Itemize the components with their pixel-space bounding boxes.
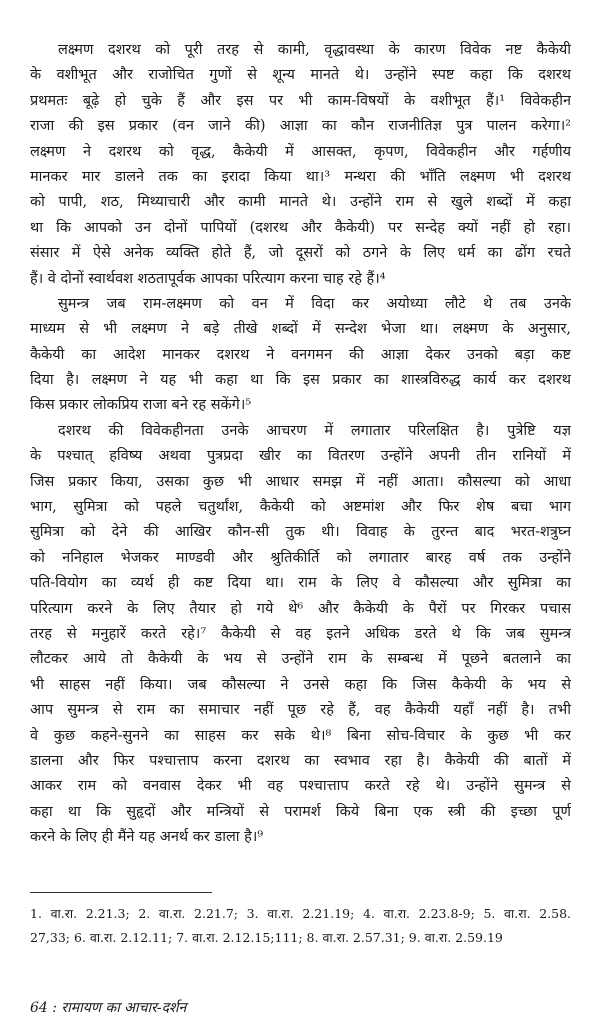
paragraph-line: माध्यम से भी लक्ष्मण ने बड़े तीखे शब्दों में सन्देश भेजा था। लक्ष्मण के अनुसार,	[30, 321, 571, 338]
paragraph-line: सुमित्रा को देने की आखिर कौन-सी तुक थी। विवाह के तुरन्त बाद भरत-शत्रुघ्न	[30, 524, 571, 541]
footnote-divider	[30, 892, 212, 893]
paragraph-line: हैं। वे दोनों स्वार्थवश शठतापूर्वक आपका परित्याग करना चाह रहे हैं।⁴	[30, 270, 386, 287]
paragraph-line: के पश्चात् हविष्य अथवा पुत्रप्रदा खीर का वितरण उन्होंने अपनी तीन रानियों में	[30, 448, 571, 465]
paragraph-line: लक्ष्मण दशरथ को पूरी तरह से कामी, वृद्धावस्था के कारण विवेक नष्ट कैकेयी	[58, 42, 571, 58]
paragraph-line: डालना और फिर पश्चात्ताप करना दशरथ का स्वभाव रहा है। कैकेयी की बातों में	[30, 752, 571, 769]
paragraph-line: करने के लिए ही मैंने यह अनर्थ कर डाला है।⁹	[30, 829, 264, 846]
paragraph-line: जिस प्रकार किया, उसका कुछ भी आधार समझ में नहीं आता। कौसल्या को आधा	[30, 473, 571, 490]
paragraph-line: राजा की इस प्रकार (वन जाने की) आज्ञा का कौन राजनीतिज्ञ पुत्र पालन करेगा।²	[30, 118, 571, 135]
paragraph-line: लक्ष्मण ने दशरथ को वृद्ध, कैकेयी में आसक्त, कृपण, विवेकहीन और गर्हणीय	[30, 143, 571, 160]
paragraph-line: भी साहस नहीं किया। जब कौसल्या ने उनसे कहा कि जिस कैकेयी के भय से	[30, 676, 571, 693]
paragraph-line: संसार में ऐसे अनेक व्यक्ति होते हैं, जो दूसरों को ठगने के लिए धर्म का ढोंग रचते	[30, 245, 571, 262]
footnotes	[30, 902, 571, 950]
page-footer: 64 : रामायण का आचार-दर्शन	[30, 1000, 187, 1016]
paragraph-line: परित्याग करने के लिए तैयार हो गये थे⁶ और कैकेयी के पैरों पर गिरकर पचास	[30, 600, 571, 617]
footnote-line: 1. वा.रा. 2.21.3; 2. वा.रा. 2.21.7; 3. वा.रा. 2.21.19; 4. वा.रा. 2.23.8-9; 5. वा.रा. 2.58.	[30, 906, 571, 921]
paragraph-line: कैकेयी का आदेश मानकर दशरथ ने वनगमन की आज्ञा देकर उनको बड़ा कष्ट	[30, 346, 571, 363]
footnote-line: 27,33; 6. वा.रा. 2.12.11; 7. वा.रा. 2.12.15;111; 8. वा.रा. 2.57.31; 9. वा.रा. 2.59.19	[30, 930, 503, 945]
paragraph-line: के वशीभूत और राजोचित गुणों से शून्य मानते थे। उन्होंने स्पष्ट कहा कि दशरथ	[30, 67, 571, 84]
paragraph-line: तरह से मनुहारें करते रहे।⁷ कैकेयी से वह इतने अधिक डरते थे कि जब सुमन्त्र	[30, 625, 571, 642]
paragraph-line: आप सुमन्त्र से राम का समाचार नहीं पूछ रहे हैं, वह कैकेयी यहाँ नहीं है। तभी	[30, 702, 571, 719]
paragraph-line: सुमन्त्र जब राम-लक्ष्मण को वन में विदा कर अयोध्या लौटे थे तब उनके	[58, 295, 571, 312]
paragraph-line: दशरथ की विवेकहीनता उनके आचरण में लगातार परिलक्षित है। पुत्रेष्टि यज्ञ	[58, 422, 571, 439]
paragraph-line: को पापी, शठ, मिथ्याचारी और कामी मानते थे। उन्होंने राम से खुले शब्दों में कहा	[30, 194, 571, 211]
paragraph-line: वे कुछ कहने-सुनने का साहस कर सके थे।⁸ बिना सोच-विचार के कुछ भी कर	[30, 727, 571, 744]
paragraph-line: लौटकर आये तो कैकेयी के भय से उन्होंने राम के सम्बन्ध में पूछने बतलाने का	[30, 651, 571, 668]
paragraph-line: किस प्रकार लोकप्रिय राजा बने रह सकेंगे।⁵	[30, 397, 252, 414]
paragraph-line: मानकर मार डालने तक का इरादा किया था।³ मन्थरा की भाँति लक्ष्मण भी दशरथ	[30, 168, 571, 185]
paragraph-line: आकर राम को वनवास देकर भी वह पश्चात्ताप करते रहे थे। उन्होंने सुमन्त्र से	[30, 778, 571, 795]
paragraph-line: को ननिहाल भेजकर माण्डवी और श्रुतिकीर्ति को लगातार बारह वर्ष तक उन्होंने	[30, 549, 571, 566]
paragraph-line: दिया है। लक्ष्मण ने यह भी कहा था कि इस प्रकार का शास्त्रविरुद्ध कार्य कर दशरथ	[30, 372, 571, 389]
paragraph-line: भाग, सुमित्रा को पहले चतुर्थांश, कैकेयी को अष्टमांश और फिर शेष बचा भाग	[30, 499, 571, 516]
paragraph-line: पति-वियोग का व्यर्थ ही कष्ट दिया था। राम के लिए वे कौसल्या और सुमित्रा का	[30, 575, 571, 592]
paragraph-line: प्रथमतः बूढ़े हो चुके हैं और इस पर भी काम-विषयों के वशीभूत हैं।¹ विवेकहीन	[30, 92, 571, 109]
body-text	[30, 38, 571, 851]
paragraph-line: था कि आपको उन दोनों पापियों (दशरथ और कैकेयी) पर सन्देह क्यों नहीं हो रहा।	[30, 219, 571, 236]
paragraph-line: कहा था कि सुहृदों और मन्त्रियों से परामर्श किये बिना एक स्त्री की इच्छा पूर्ण	[30, 803, 571, 820]
